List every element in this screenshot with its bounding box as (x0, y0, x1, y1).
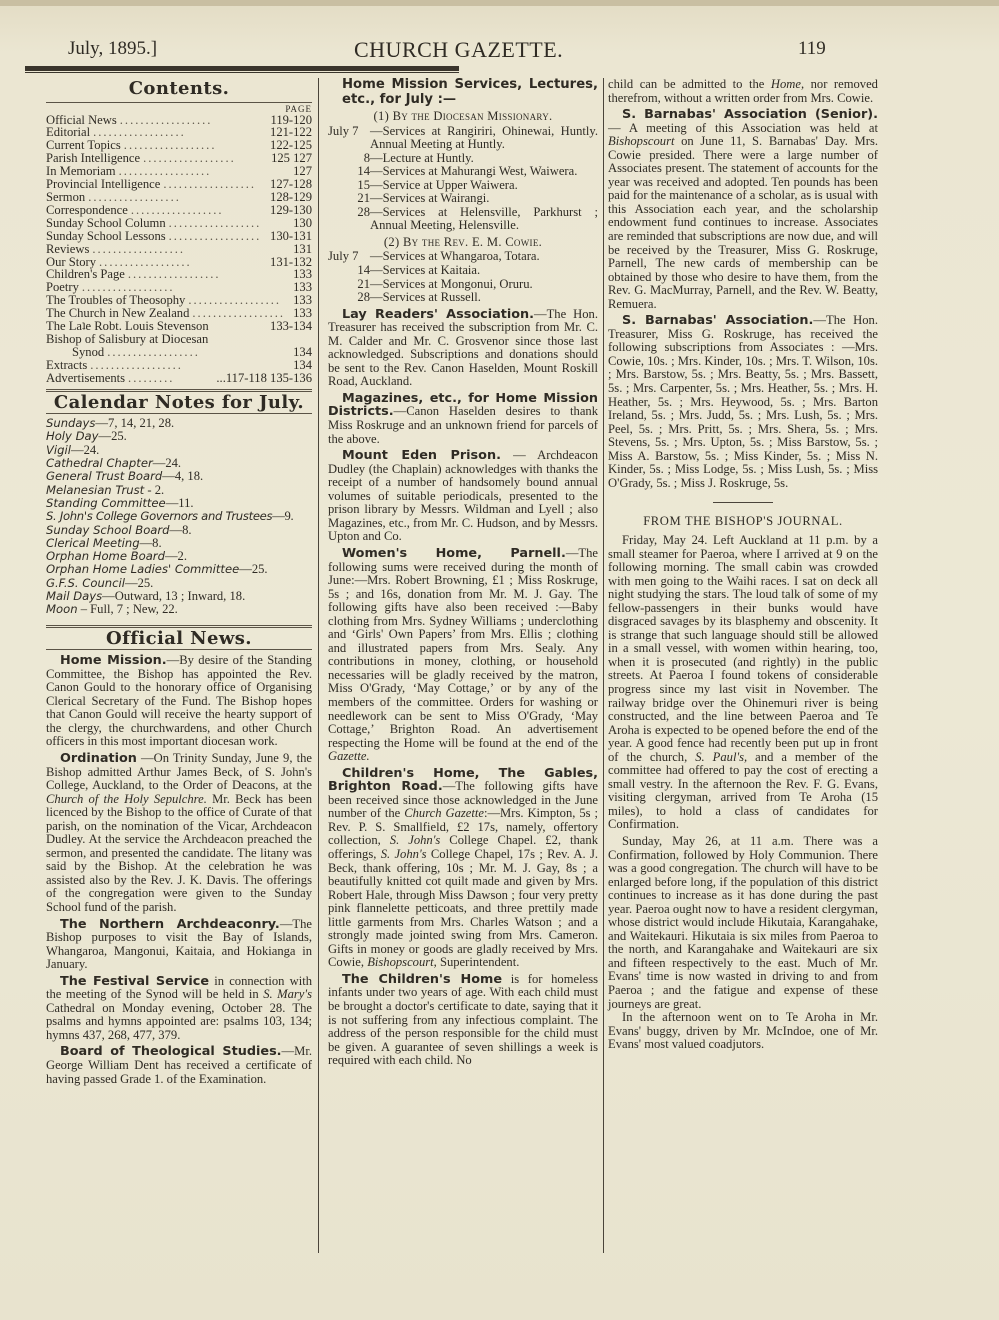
article-womens-home: Women's Home, Parnell.—The following sums were received during the month of June:—Mrs. Robert Browning, £1 ; Miss Roskruge, 5s ; and 16s, donation from Mr. M. J. Gay. The following gifts have also been received :—Baby clothing from Mrs. Sydney Williams ; underclothing and ‘Girls' Own Papers’ from Mrs. Ellis ; clothing and illustrated papers from Mrs. Sealy. Any contributions in money, clothing, or household necessaries will be gladly received by the matron, Miss O'Grady, ‘May Cottage,’ or by any of the members of the committee. Orders for washing or needlework can be sent to Miss O'Grady, ‘May Cottage,’ Brighton Road. An advertisement respecting the Home will be found at the end of the Gazette. (328, 545, 598, 764)
service-entry: 28 —Services at Helensville, Parkhurst ; Annual Meeting, Helensville. (357, 204, 598, 233)
article-mount-eden-prison: Mount Eden Prison. — Archdeacon Dudley (the Chaplain) acknowledges with thanks the receipt of a number of handsomely bound annual volumes of suitable periodicals, presented to the prison library by Messrs. Wildman and Lyell ; also Magazines, etc., from Mr. C. Hudson, and by Messrs. Upton and Co. (328, 448, 598, 544)
services-list-2 (328, 250, 598, 304)
divider (46, 413, 312, 414)
running-header (68, 38, 878, 64)
journal-entry-friday: Friday, May 24. Left Auckland at 11 p.m. by a small steamer for Paeroa, where I arrived at 9 on the following morning. The small cabin was crowded with men going to the Waihi races. I sat on deck all night studying the stars. The loud talk of some of my fellow-passengers in their bunks would have disgraced savages by its blasphemy and obscenity. It is strange that such language should still be allowed in a small vessel, with women within hearing, too, when it is prosecuted (and rightly) in the public streets. At Paeroa I found tokens of considerable progress since my last visit in November. The railway bridge over the Ohinemuri river is being constructed, and the line between Paeroa and Te Aroha is expected to be opened before the end of the year. A good fence had recently been put up in front of the church, S. Paul's, and a member of the committee had offered to pay the cost of erecting a small vestry. In the afternoon the Rev. F. G. Evans, visiting clergyman, arrived from Te Aroha (15 miles), to hold a class of candidates for Confirmation. (608, 532, 879, 832)
toc-item[interactable]: Sunday School Lessons .................. 130-131 (46, 228, 312, 243)
article-northern-archdeaconry: The Northern Archdeaconry.—The Bishop purposes to visit the Bay of Islands, Whangaroa, Mangonui, Kaitaia, and Hokianga in January. (46, 916, 312, 972)
service-entry: July 7 —Services at Rangiriri, Ohinewai, Huntly. Annual Meeting at Huntly. (328, 123, 598, 152)
toc-item[interactable]: Reviews .................. 131 (46, 241, 312, 256)
article-barnabas-subscriptions: S. Barnabas' Association.—The Hon. Treasurer, Miss G. Roskruge, has received the following subscriptions from Associates : —Mrs. Cowie, 10s. ; Mrs. Kinder, 10s. ; Mrs. T. Wilson, 10s. ; Mrs. Barstow, 5s. ; Mrs. Beatty, 5s. ; Mrs. Bassett, 5s. ; Mrs. Carpenter, 5s. ; Mrs. Heather, 5s. ; Mrs. H. Heather, 5s. ; Mrs. Heywood, 5s. ; Mrs. Barton Ireland, 5s. ; Mrs. Judd, 5s. ; Mrs. Lush, 5s. ; Mrs. Peel, 5s. ; Mrs. Pritt, 5s. ; Mrs. Shera, 5s. ; Mrs. Stevens, 5s. ; Mrs. Upton, 5s. ; Miss Barstow, 5s. ; Miss A. Barstow, 5s. ; Miss Kinder, 5s. ; Miss N. Kinder, 5s. ; Miss Lodge, 5s. ; Miss Lush, 5s. ; Miss O'Grady, 5s. ; Miss J. Roskruge, 5s. (608, 313, 878, 490)
service-entry: 15 —Service at Upper Waiwera. (357, 177, 518, 192)
column-3 (608, 78, 878, 1055)
toc-item[interactable]: Synod .................. 134 (72, 344, 312, 359)
contents-title: Contents. (128, 78, 230, 99)
header-rule-full (25, 66, 459, 71)
toc-item[interactable]: Advertisements ......... ...117-118 135-136 (46, 370, 312, 385)
group-1-title: (1) By the Diocesan Missionary. (373, 109, 553, 123)
calendar-notes (46, 417, 312, 616)
article-home-mission: Home Mission.—By desire of the Standing Committee, the Bishop has appointed the Rev. Canon Gould to the honorary office of Organising Clerical Secretary of the Fund. The Bishop hopes that Canon Gould will receive the hearty support of the clergy, the churchwardens, and other Church officers in this most important diocesan work. (46, 653, 312, 749)
calendar-item: S. John's College Governors and Trustees—9. (46, 509, 294, 524)
column-rule-1 (318, 78, 319, 1253)
calendar-item: Moon – Full, 7 ; New, 22. (46, 602, 178, 617)
journal-entry-sunday: Sunday, May 26, at 11 a.m. There was a Confirmation, followed by Holy Communion. There was a good congregation. The church will have to be enlarged before long, if the population of this district continues to increase as it has done during the past year. Paeroa ought now to have a resident clergyman, whose district would include Hikutaia, Karangahake, and Waitekauri. Hikutaia is six miles from Paeroa to the north, and Karangahake and Waitekauri are six and fifteen respectively to the east. Much of Mr. Evans' time is now wasted in driving to and from Paeroa ; and the fatigue and expense of these journeys are great. (608, 833, 878, 1011)
issue-date: July, 1895.] (68, 38, 158, 59)
calendar-item: Sundays—7, 14, 21, 28. (46, 416, 175, 431)
toc-item[interactable]: Sunday School Column .................. 130 (46, 215, 312, 230)
article-childrens-home-gifts: Children's Home, The Gables, Brighton Road.—The following gifts have been received since those acknowledged in the June number of the Church Gazette:—Mrs. Kimpton, 5s ; Rev. P. S. Smallfield, £2 17s, namely, offertory collection, S. John's College Chapel. £2, thank offerings, S. John's College Chapel, 17s ; Rev. A. J. Beck, thank offering, 10s ; Mr. M. J. Gay, 8s ; a beautifully knitted cot quilt made and given by Mrs. Robert Hale, through Miss Dawson ; four very pretty pink flannelette petticoats, and three prettily made little garments from Mrs. Charles Watson ; and a strongly made jointed swing from Mrs. Cameron. Gifts in money or goods are gladly received by Mrs. Cowie, Bishopscourt, Superintendent. (328, 765, 598, 970)
calendar-item: Sunday School Board—8. (46, 522, 192, 537)
calendar-item: Holy Day—25. (46, 429, 127, 444)
toc-item[interactable]: In Memoriam .................. 127 (46, 164, 312, 179)
services-list-1 (328, 125, 598, 233)
column-2 (328, 78, 598, 1071)
divider (46, 649, 312, 650)
toc-item[interactable]: Parish Intelligence .................. 125 127 (46, 151, 312, 166)
toc-item[interactable]: Poetry .................. 133 (46, 280, 312, 295)
service-entry: July 7 —Services at Whangaroa, Totara. (328, 249, 540, 264)
service-entry: 21 —Services at Wairangi. (357, 191, 490, 206)
toc-item[interactable]: The Troubles of Theosophy .................. 133 (46, 293, 312, 308)
column-rule-2 (603, 78, 604, 1253)
calendar-title: Calendar Notes for July. (53, 391, 305, 413)
toc-item[interactable]: Official News .................. 119-120 (46, 112, 312, 127)
calendar-item: Orphan Home Board—2. (46, 549, 187, 564)
article-theological-studies: Board of Theological Studies.—Mr. George William Dent has received a certificate of having passed Grade 1. of the Examination. (46, 1044, 312, 1086)
page-edge (0, 0, 999, 6)
divider (46, 102, 312, 103)
toc-item[interactable]: Extracts .................. 134 (46, 357, 312, 372)
toc-item[interactable]: Correspondence .................. 129-130 (46, 202, 312, 217)
toc-item[interactable]: Sermon .................. 128-129 (46, 189, 312, 204)
calendar-item: Orphan Home Ladies' Committee—25. (46, 562, 268, 577)
service-entry: 14 —Services at Mahurangi West, Waiwera. (357, 164, 578, 179)
journal-title: FROM THE BISHOP'S JOURNAL. (643, 514, 843, 529)
service-entry: 21 —Services at Mongonui, Oruru. (357, 276, 533, 291)
toc-item[interactable]: Current Topics .................. 122-125 (46, 138, 312, 153)
toc-item[interactable]: Our Story .................. 131-132 (46, 254, 312, 269)
calendar-item: Melanesian Trust - 2. (46, 482, 165, 497)
article-barnabas-senior: S. Barnabas' Association (Senior).— A meeting of this Association was held at Bishopscourt on June 11, S. Barnabas' Day. Mrs. Cowie presided. There were a large number of Associates present. The statement of accounts for the year was received and adopted. Ten pounds has been paid for the maintenance of a scholar, as is usual with this Association each year, and the scholarship endowment fund continues to increase. Associates are reminded that subscriptions are now due, and will be received by the Treasurer, Miss G. Roskruge, Parnell, The new cards of membership can be obtained by those who desire to have them, from the Rev. G. MacMurray, Parnell, and the Rev. W. Beatty, Remuera. (608, 107, 878, 311)
table-of-contents (46, 114, 312, 385)
service-entry: 8 —Lecture at Huntly. (363, 150, 474, 165)
publication-title: CHURCH GAZETTE. (354, 37, 564, 62)
article-childrens-home-continued: child can be admitted to the Home, nor removed therefrom, without a written order from Mrs. Cowie. (608, 77, 878, 105)
calendar-item: Cathedral Chapter—24. (46, 456, 182, 471)
article-magazines: Magazines, etc., for Home Mission Districts.—Canon Haselden desires to thank Miss Roskruge and an unknown friend for parcels of the above. (328, 390, 598, 446)
calendar-item: Clerical Meeting—8. (46, 535, 162, 550)
journal-entry-afternoon: In the afternoon went on to Te Aroha in Mr. Evans' buggy, driven by Mr. McIndoe, one of Mr. Evans' most valued coadjutors. (608, 1010, 878, 1052)
official-news-title: Official News. (106, 627, 252, 649)
home-mission-services-heading: Home Mission Services, Lectures, etc., for July :— (342, 77, 598, 107)
service-entry: 14 —Services at Kaitaia. (357, 263, 481, 278)
toc-item[interactable]: The Laʇe Robt. Louis Stevenson 133-134 (46, 319, 312, 334)
section-divider (713, 502, 773, 503)
article-ordination: Ordination —On Trinity Sunday, June 9, the Bishop admitted Arthur James Beck, of S. John's College, Auckland, to the Order of Deacons, at the Church of the Holy Sepulchre. Mr. Beck has been licenced by the Bishop to the office of Curate of that parish, on the nomination of the Vicar, Archdeacon Dudley. At the service the Archdeacon preached the sermon, and presented the candidate. The litany was said by the Bishop. At the celebration he was assisted also by the Rev. J. K. Davis. The offerings of the congregation were given to the Sunday School fund of the parish. (46, 750, 312, 914)
calendar-item: General Trust Board—4, 18. (46, 469, 204, 484)
toc-item[interactable]: Provincial Intelligence .................. 127-128 (46, 177, 312, 192)
toc-item[interactable]: Editorial .................. 121-122 (46, 125, 312, 140)
toc-page-label: PAGE (285, 103, 312, 114)
toc-item[interactable]: Children's Page .................. 133 (46, 267, 312, 282)
calendar-item: Vigil—24. (46, 442, 100, 457)
calendar-item: Mail Days—Outward, 13 ; Inward, 18. (46, 588, 246, 603)
calendar-item: G.F.S. Council—25. (46, 575, 154, 590)
calendar-item: Standing Committee—11. (46, 495, 194, 510)
group-2-title: (2) By the Rev. E. M. Cowie. (383, 234, 543, 249)
service-entry: 28 —Services at Russell. (357, 290, 481, 305)
toc-item[interactable]: The Church in New Zealand .................. 133 (46, 306, 312, 321)
article-lay-readers: Lay Readers' Association.—The Hon. Treasurer has received the subscription from Mr. C. M. Calder and Mr. C. Grosvenor since those last acknowledged. Subscriptions and donations should be sent to the Rev. Canon Haselden, Mount Roskill Road, Auckland. (328, 306, 598, 389)
toc-item[interactable]: Bishop of Salisbury at Diocesan (46, 331, 209, 346)
article-childrens-home-info: The Children's Home is for homeless infants under two years of age. With each child must be brought a doctor's certificate to date, saying that it is not suffering from any infectious complaint. The address of the person responsible for the child must be given. A guarantee of seven shillings a week is required with each child. No (328, 971, 598, 1068)
page-number: 119 (798, 38, 826, 59)
article-festival-service: The Festival Service in connection with the meeting of the Synod will be held in S. Mary's Cathedral on Monday evening, October 28. The psalms and hymns appointed are: psalms 103, 134; hymns 437, 268, 477, 379. (46, 973, 313, 1042)
column-1 (46, 78, 312, 1089)
